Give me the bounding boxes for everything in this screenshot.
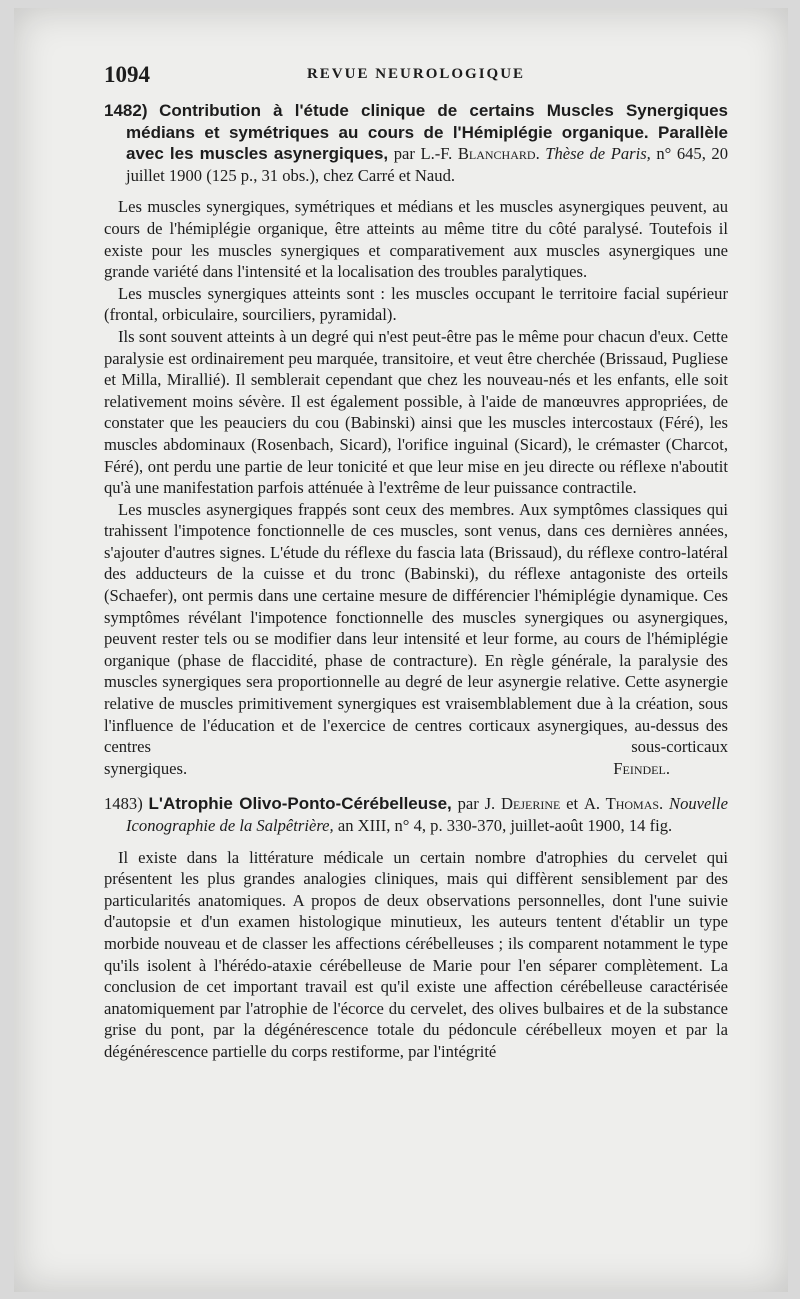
entry-number: 1483) xyxy=(104,794,143,814)
entry-details: n° 645, 20 juillet 1900 (125 p., 31 obs.), chez Carré et Naud. xyxy=(126,144,729,185)
paragraph: Ils sont souvent atteints à un degré qui n'est peut-être pas le même pour chacun d'eux. Cette paralysie est ordinairement peu marquée, transitoire, et veut être cherchée (Brissaud, Pugliese et Milla, Mirallié). Il semblerait cependant que chez les nouveau-nés et les enfants, elle soit relativement moins sévère. Il est également possible, à l'aide de manœuvres appropriées, de constater que les peauciers du cou (Babinski) ainsi que les muscles intercostaux (Féré), les muscles abdominaux (Rosenbach, Sicard), l'orifice inguinal (Sicard), le crémaster (Charcot, Féré), ont perdu une partie de leur tonicité et que leur mise en jeu directe ou réflexe n'aboutit qu'à une manifestation parfois atténuée à l'extrême de leur puissance contractile. xyxy=(104,326,728,498)
entry-number: 1482) xyxy=(104,101,148,120)
paragraph: Les muscles synergiques atteints sont : les muscles occupant le territoire facial supérieur (frontal, orbiculaire, sourciliers, pyramidal). xyxy=(104,283,728,325)
running-title: REVUE NEUROLOGIQUE xyxy=(306,66,526,82)
reviewer-signature: Feindel. xyxy=(613,758,670,778)
entry-details: an XIII, n° 4, p. 330-370, juillet-août 1900, 14 fig. xyxy=(337,816,673,835)
entry-title: Contribution à l'étude clinique de certains Muscles Synergiques médians et symétriques au cours de l'Hémiplégie organique. Parallèle avec les muscles asynergiques, xyxy=(126,101,728,164)
paragraph: Les muscles synergiques, symétriques et médians et les muscles asynergiques peuvent, au cours de l'hémiplégie organique, être atteints au même titre du côté paralysé. Toutefois il existe pour les muscles synergiques et comparativement aux muscles asynergiques une grande variété dans l'intensité et la localisation des troubles paralytiques. xyxy=(104,197,728,282)
page-number: 1094 xyxy=(104,62,150,87)
paragraph: Il existe dans la littérature médicale un certain nombre d'atrophies du cervelet qui présentent les plus grandes analogies cliniques, mais qui diffèrent sensiblement par des particularités anatomiques. A propos de deux observations personnelles, dont l'une suivie d'autopsie et d'un examen histologique minutieux, les auteurs tentent d'établir un type morbide nouveau et de classer les affections cérébelleuses ; ils comparent notamment le type qu'ils isolent à l'hérédo-ataxie cérébelleuse de Marie pour l'en séparer complètement. La conclusion de cet important travail est qu'il existe une affection cérébelleuse caractérisée anatomiquement par l'atrophie de l'écorce du cervelet, des olives bulbaires et de la substance grise du pont, par la dégénérescence totale du pédoncule cérébelleux moyen et par la dégénérescence partielle du corps restiforme, par l'intégrité xyxy=(104,847,728,1061)
entry-journal: Nouvelle Iconographie de la Salpêtrière, xyxy=(126,794,728,835)
entry-author: L.-F. Blanchard. xyxy=(420,144,540,164)
paragraph: Les muscles asynergiques frappés sont ceux des membres. Aux symptômes classiques qui trahissent l'impotence fonctionnelle de ces muscles, sont venus, dans ces dernières années, s'ajouter d'autres signes. L'étude du réflexe du fascia lata (Brissaud), du réflexe contro-latéral des adducteurs de la cuisse et du tronc (Babinski), du réflexe antagoniste des orteils (Schaefer), ont permis dans une certaine mesure de différencier l'hémiplégie dynamique. Ces symptômes révélant l'impotence fonctionnelle des muscles synergiques ou asynergiques, peuvent rester tels ou se modifier dans leur intensité et leur forme, au cours de l'hémiplégie organique (phase de flaccidité, phase de contracture). En règle générale, la paralysie des muscles synergiques sera proportionnelle au degré de leur asynergie relative. Cette asynergie relative de muscles primitivement synergiques est vraisemblablement due à la création, sous l'influence de l'éducation et de l'exercice de centres corticaux asynergiques, au-dessus des centres sous-corticaux xyxy=(104,499,728,757)
signature-line xyxy=(104,758,728,780)
entry-author: A. Thomas. xyxy=(583,794,664,814)
article-body xyxy=(104,100,728,1063)
entry-and: et xyxy=(566,794,579,814)
paragraph-end: synergiques. xyxy=(104,758,188,778)
page-header xyxy=(104,62,728,92)
entry-by: par xyxy=(393,144,415,164)
entry-1483-heading xyxy=(104,793,728,836)
entry-author: J. Dejerine xyxy=(484,794,561,814)
entry-1482-heading xyxy=(104,100,728,186)
entry-thesis: Thèse de Paris, xyxy=(545,144,651,164)
entry-by: par xyxy=(457,794,479,814)
entry-title: L'Atrophie Olivo-Ponto-Cérébelleuse, xyxy=(148,794,452,814)
